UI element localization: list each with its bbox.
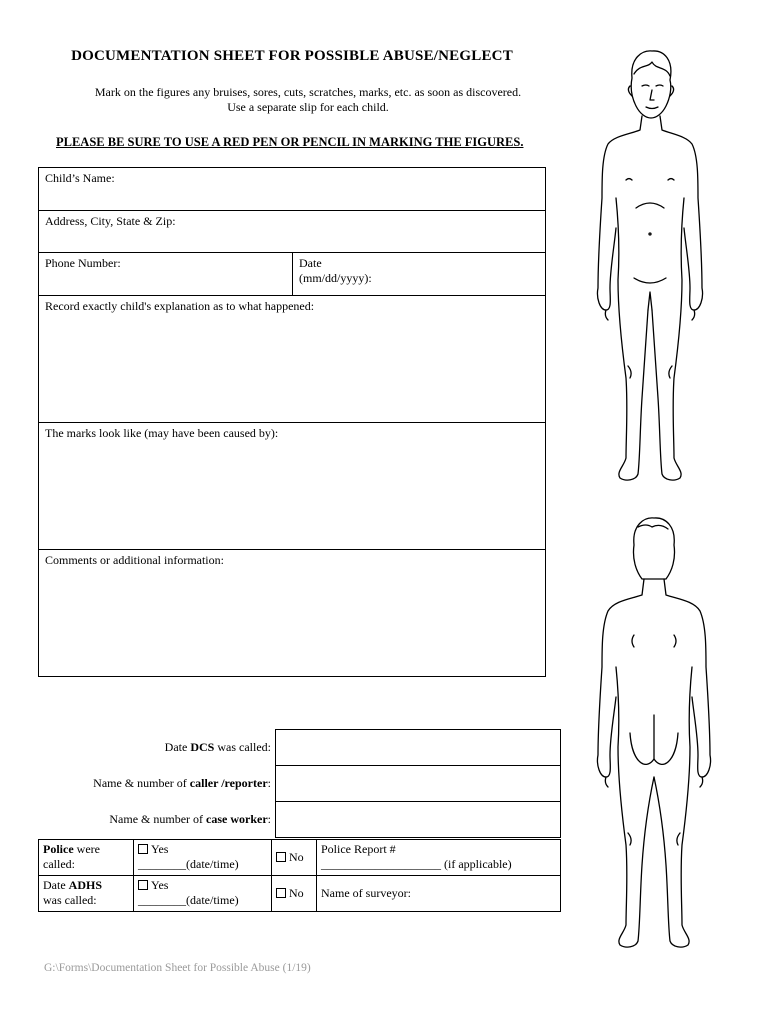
case-worker-label: Name & number of case worker: [109,812,271,826]
comments-field[interactable] [39,550,545,676]
document-title: DOCUMENTATION SHEET FOR POSSIBLE ABUSE/NEGLECT [71,48,513,64]
police-yes-label: Yes [151,842,169,856]
footer-path: G:\Forms\Documentation Sheet for Possible Abuse (1/19) [44,962,311,974]
police-no-cell [272,840,317,876]
back-body-figure[interactable] [590,515,720,960]
police-no-checkbox[interactable] [276,852,286,862]
police-yes-checkbox[interactable] [138,844,148,854]
date-field[interactable] [292,253,372,295]
adhs-yes-label: Yes [151,878,169,892]
childs-name-label: Child’s Name: [45,171,115,185]
adhs-label: Date ADHS was called: [39,876,134,912]
adhs-yes-checkbox[interactable] [138,880,148,890]
front-body-figure[interactable] [590,48,710,488]
surveyor-cell[interactable] [317,876,561,912]
police-yes-cell [134,840,272,876]
contacts-table [38,729,561,838]
dcs-date-field[interactable] [276,730,561,766]
surveyor-label: Name of surveyor: [321,886,411,900]
comments-label: Comments or additional information: [45,553,224,567]
police-label: Police were called: [39,840,134,876]
police-report-label: Police Report # [321,842,396,856]
adhs-no-checkbox[interactable] [276,888,286,898]
address-field[interactable] [39,211,545,253]
childs-name-field[interactable] [39,168,545,211]
case-worker-field[interactable] [276,802,561,838]
marks-field[interactable] [39,423,545,550]
explanation-label: Record exactly child's explanation as to what happened: [45,299,315,313]
police-report-cell[interactable] [317,840,561,876]
address-label: Address, City, State & Zip: [45,214,176,228]
instruction-line-2: Use a separate slip for each child. [227,100,389,114]
adhs-datetime[interactable]: ________(date/time) [138,893,239,907]
police-adhs-table [38,839,561,912]
instruction-line-1: Mark on the figures any bruises, sores, cuts, scratches, marks, etc. as soon as discovered. [94,85,522,99]
adhs-yes-cell [134,876,272,912]
caller-label: Name & number of caller /reporter: [93,776,271,790]
instructions [38,85,578,115]
child-info-form [38,167,546,677]
adhs-no-cell [272,876,317,912]
date-label: Date (mm/dd/yyyy): [299,256,372,285]
caller-field[interactable] [276,766,561,802]
explanation-field[interactable] [39,296,545,423]
police-no-label: No [289,850,304,864]
adhs-no-label: No [289,886,304,900]
dcs-label: Date DCS was called: [164,740,271,754]
phone-date-row [39,253,545,296]
marks-label: The marks look like (may have been caused by): [45,426,279,440]
red-pen-warning: PLEASE BE SURE TO USE A RED PEN OR PENCIL IN MARKING THE FIGURES. [56,135,524,149]
phone-label: Phone Number: [45,256,121,270]
police-report-line: ____________________ (if applicable) [321,857,512,871]
police-datetime[interactable]: ________(date/time) [138,857,239,871]
